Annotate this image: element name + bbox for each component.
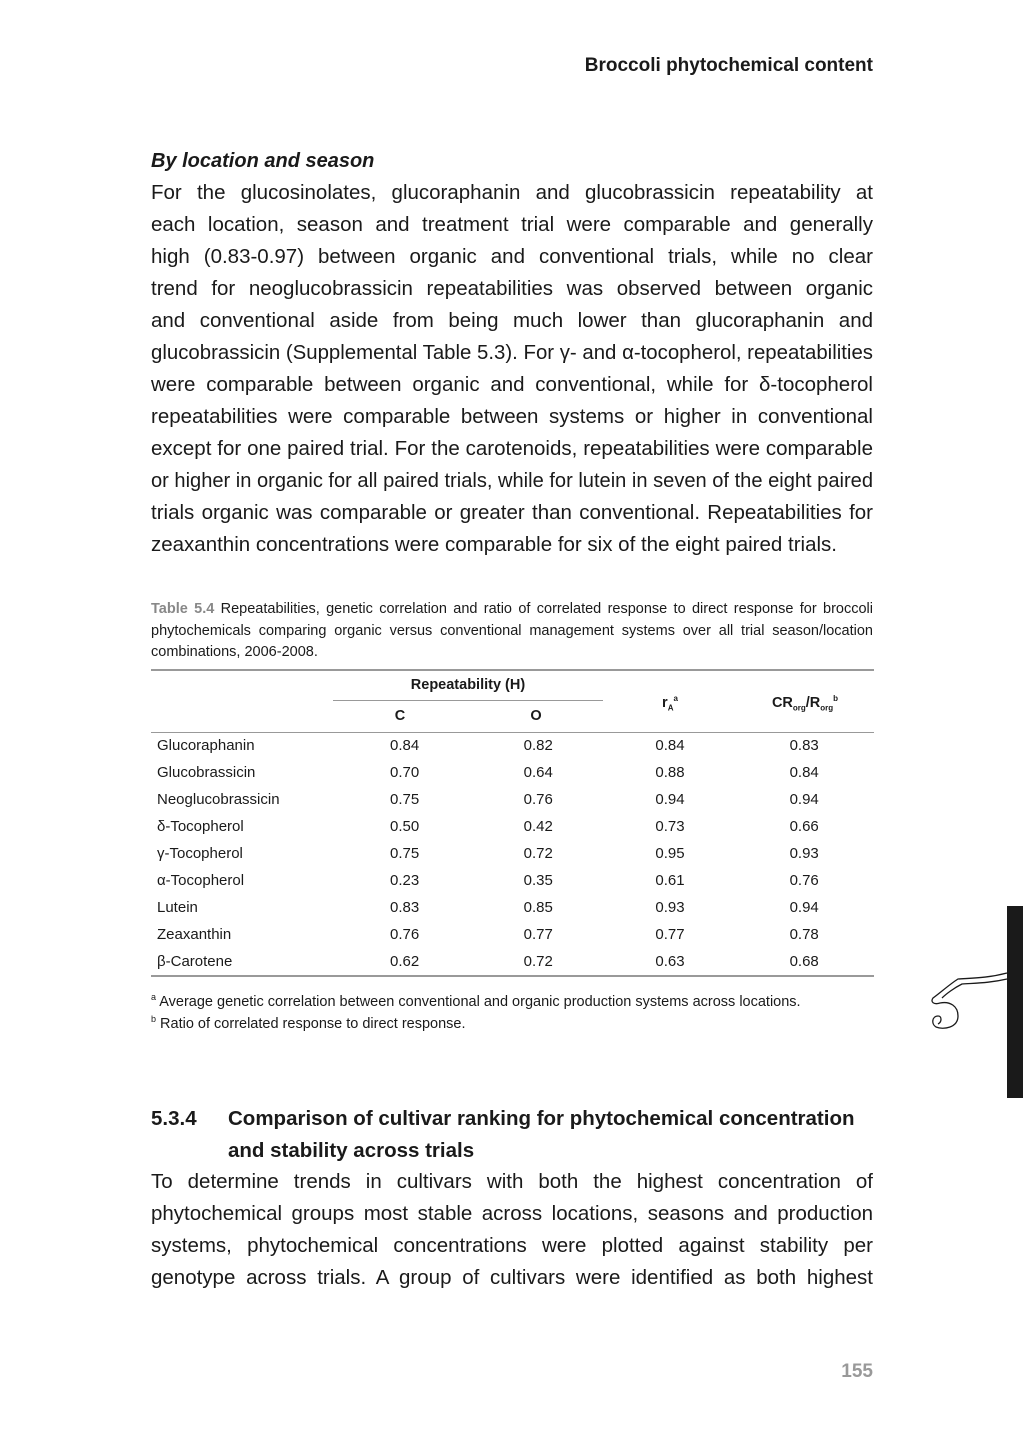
row-label: γ-Tocopherol bbox=[157, 845, 243, 862]
row-label: Zeaxanthin bbox=[157, 926, 232, 943]
row-label: δ-Tocopherol bbox=[157, 818, 244, 835]
cell-value: 0.78 bbox=[789, 926, 819, 943]
cell-value: 0.85 bbox=[523, 899, 553, 916]
cr-sub2: org bbox=[820, 703, 834, 713]
cell-value: 0.35 bbox=[523, 872, 553, 889]
text-line: For the glucosinolates, glucoraphanin and glucobrassicin repeatability at bbox=[151, 181, 873, 204]
cell-value: 0.72 bbox=[523, 845, 553, 862]
row-label: Lutein bbox=[157, 899, 198, 916]
table-row bbox=[151, 867, 874, 894]
text-line: or higher in organic for all paired trials, while for lutein in seven of the eight paired bbox=[151, 469, 873, 492]
cell-value: 0.84 bbox=[789, 764, 819, 781]
cell-value: 0.64 bbox=[523, 764, 553, 781]
section-heading: By location and season bbox=[151, 150, 375, 172]
table-row bbox=[151, 759, 874, 786]
table-row bbox=[151, 948, 874, 975]
table-top-rule bbox=[151, 669, 874, 671]
cell-value: 0.84 bbox=[389, 737, 420, 754]
table-caption bbox=[151, 599, 873, 664]
cell-value: 0.61 bbox=[655, 872, 685, 889]
cell-value: 0.82 bbox=[523, 737, 553, 754]
text-line: systems, phytochemical concentrations were plotted against stability per bbox=[151, 1234, 873, 1257]
table-row bbox=[151, 732, 874, 759]
cell-value: 0.94 bbox=[789, 791, 819, 808]
footnote-a bbox=[151, 992, 801, 1010]
row-label: Glucobrassicin bbox=[157, 764, 256, 781]
cell-value: 0.73 bbox=[655, 818, 685, 835]
cell-value: 0.66 bbox=[789, 818, 819, 835]
text-line: trend for neoglucobrassicin repeatabilities was observed between organic bbox=[151, 277, 873, 300]
cell-value: 0.75 bbox=[389, 791, 420, 808]
group-header: Repeatability (H) bbox=[410, 677, 526, 693]
text-line: except for one paired trial. For the carotenoids, repeatabilities were comparable bbox=[151, 437, 873, 460]
subsection-title: Comparison of cultivar ranking for phytochemical concentration and stability across trials bbox=[228, 1107, 855, 1162]
table-row bbox=[151, 840, 874, 867]
text-line: high (0.83-0.97) between organic and conventional trials, while no clear bbox=[151, 245, 873, 268]
row-label: Glucoraphanin bbox=[157, 737, 255, 754]
cell-value: 0.42 bbox=[523, 818, 553, 835]
table-label: Table 5.4 bbox=[151, 601, 215, 617]
group-rule bbox=[333, 700, 603, 701]
cell-value: 0.83 bbox=[389, 899, 420, 916]
text-line: phytochemical groups most stable across locations, seasons and production bbox=[151, 1202, 873, 1225]
cr-mid: /R bbox=[805, 694, 821, 711]
cell-value: 0.77 bbox=[523, 926, 553, 943]
cell-value: 0.95 bbox=[655, 845, 685, 862]
paragraph-2 bbox=[151, 1166, 873, 1294]
ra-sub: A bbox=[667, 703, 674, 713]
footnote-a-text: Average genetic correlation between conventional and organic production systems across locations. bbox=[159, 993, 801, 1010]
cell-value: 0.94 bbox=[655, 791, 685, 808]
cell-value: 0.93 bbox=[789, 845, 819, 862]
cell-value: 0.88 bbox=[655, 764, 685, 781]
cell-value: 0.23 bbox=[389, 872, 420, 889]
text-line: and conventional aside from being much lower than glucoraphanin and bbox=[151, 309, 873, 332]
row-label: α-Tocopherol bbox=[157, 872, 245, 889]
caption-text: Repeatabilities, genetic correlation and ratio of correlated response to direct response for broccoli phytochemicals comparing organic versus conventional management systems over all trial season/location combinations, 2006-2008. bbox=[151, 601, 873, 660]
text-line: glucobrassicin (Supplemental Table 5.3). For γ- and α-tocopherol, repeatabilities bbox=[151, 341, 873, 364]
col-header-o: O bbox=[530, 708, 542, 724]
subsection-number: 5.3.4 bbox=[151, 1107, 197, 1130]
ra-text: r bbox=[662, 694, 668, 711]
cell-value: 0.76 bbox=[789, 872, 819, 889]
col-header-c: C bbox=[394, 708, 406, 724]
cell-value: 0.62 bbox=[389, 953, 420, 970]
cr-text: CR bbox=[771, 694, 793, 711]
row-label: Neoglucobrassicin bbox=[157, 791, 280, 808]
cell-value: 0.76 bbox=[523, 791, 553, 808]
col-header-cr bbox=[740, 694, 870, 713]
cell-value: 0.75 bbox=[389, 845, 420, 862]
text-line: each location, season and treatment trial were comparable and generally bbox=[151, 213, 873, 236]
cell-value: 0.76 bbox=[389, 926, 420, 943]
col-header-ra bbox=[610, 694, 730, 713]
footnote-b-text: Ratio of correlated response to direct response. bbox=[160, 1015, 466, 1032]
cell-value: 0.77 bbox=[655, 926, 685, 943]
cell-value: 0.93 bbox=[655, 899, 685, 916]
cell-value: 0.84 bbox=[655, 737, 685, 754]
cr-sub1: org bbox=[792, 703, 806, 713]
footnote-b bbox=[151, 1014, 466, 1032]
cell-value: 0.83 bbox=[789, 737, 819, 754]
table-row bbox=[151, 921, 874, 948]
table-row bbox=[151, 786, 874, 813]
text-line: trials organic was comparable or greater than conventional. Repeatabilities for bbox=[151, 501, 873, 524]
text-line: To determine trends in cultivars with both the highest concentration of bbox=[151, 1170, 873, 1193]
cell-value: 0.70 bbox=[389, 764, 420, 781]
paragraph-1 bbox=[151, 177, 873, 561]
data-table bbox=[151, 732, 874, 975]
subsection-heading bbox=[151, 1103, 873, 1167]
cell-value: 0.68 bbox=[789, 953, 819, 970]
text-line: repeatabilities were comparable between systems or higher in conventional bbox=[151, 405, 873, 428]
text-line: were comparable between organic and conventional, while for δ-tocopherol bbox=[151, 373, 873, 396]
table-row bbox=[151, 894, 874, 921]
chapter-number-5-icon bbox=[928, 968, 1010, 1038]
table-row bbox=[151, 813, 874, 840]
cell-value: 0.50 bbox=[389, 818, 420, 835]
row-label: β-Carotene bbox=[157, 953, 233, 970]
cell-value: 0.63 bbox=[655, 953, 685, 970]
ra-sup: a bbox=[673, 694, 678, 703]
cr-sup: b bbox=[833, 694, 839, 703]
cell-value: 0.94 bbox=[789, 899, 819, 916]
text-line: genotype across trials. A group of cultivars were identified as both highest bbox=[151, 1266, 873, 1289]
text-line: zeaxanthin concentrations were comparable for six of the eight paired trials. bbox=[151, 533, 837, 556]
table-bottom-rule bbox=[151, 975, 874, 977]
footnote-a-mark: a bbox=[151, 992, 157, 1002]
footnote-b-mark: b bbox=[151, 1014, 157, 1024]
running-head: Broccoli phytochemical content bbox=[584, 55, 873, 76]
page-number: 155 bbox=[841, 1361, 873, 1382]
cell-value: 0.72 bbox=[523, 953, 553, 970]
